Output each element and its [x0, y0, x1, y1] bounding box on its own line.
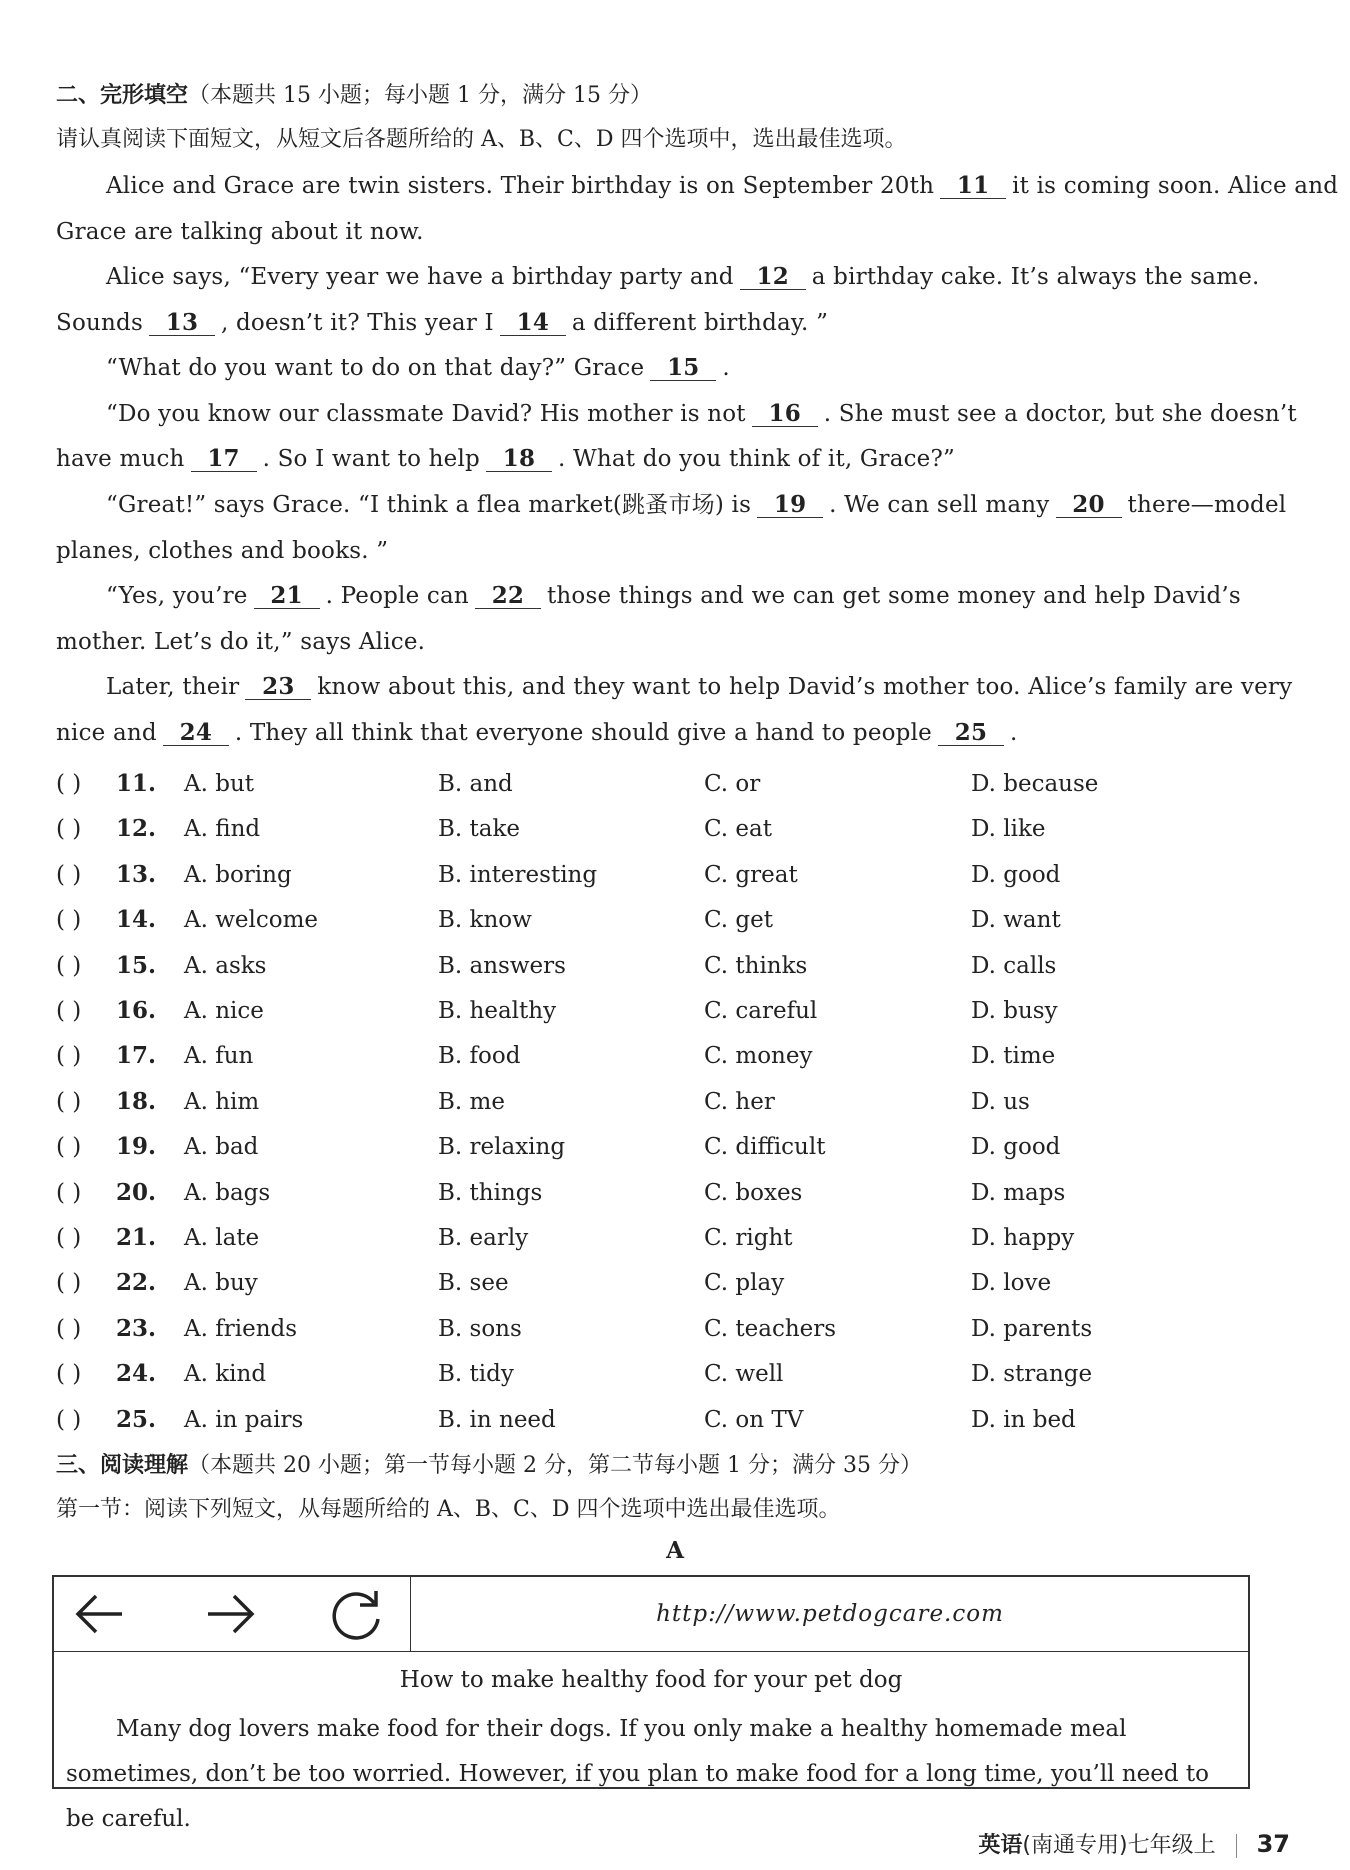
answer-bracket[interactable]: ( )	[56, 1270, 82, 1297]
blank-20: 20	[1056, 493, 1122, 518]
passage-text: a birthday cake. It’s always the same.	[811, 264, 1260, 290]
passage-text: . What do you think of it, Grace?”	[557, 446, 955, 472]
answer-bracket[interactable]: ( )	[56, 1315, 82, 1342]
option-b: B. know	[438, 907, 532, 934]
passage-line	[56, 582, 1260, 610]
passage-text: those things and we can get some money and help David’s	[546, 583, 1241, 609]
option-a: A. boring	[184, 861, 292, 888]
option-b: B. tidy	[438, 1361, 514, 1388]
option-a: A. bags	[184, 1179, 271, 1206]
option-c: C. thinks	[704, 952, 808, 979]
passage-text: “Do you know our classmate David? His mother is not	[106, 401, 746, 427]
blank-13: 13	[149, 311, 215, 336]
question-number: 13.	[116, 860, 157, 888]
option-b: B. take	[438, 816, 521, 843]
section2-instruction: 请认真阅读下面短文，从短文后各题所给的 A、B、C、D 四个选项中，选出最佳选项。	[56, 127, 907, 152]
question-row	[56, 1218, 1156, 1258]
option-c: C. play	[704, 1270, 785, 1297]
section3-note: （本题共 20 小题；第一节每小题 2 分，第二节每小题 1 分；满分 35 分）	[188, 1453, 922, 1478]
passage-line: planes, clothes and books. ”	[56, 538, 389, 564]
browser-frame	[52, 1575, 1250, 1832]
answer-bracket[interactable]: ( )	[56, 771, 82, 797]
browser-nav	[54, 1577, 411, 1651]
option-c: C. money	[704, 1043, 813, 1070]
option-a: A. him	[184, 1088, 260, 1115]
passage-line	[56, 354, 1260, 382]
option-c: C. difficult	[704, 1134, 826, 1161]
answer-bracket[interactable]: ( )	[56, 1088, 82, 1115]
passage-text: Alice says, “Every year we have a birthday party and	[106, 264, 734, 290]
passage-text: “What do you want to do on that day?” Grace	[106, 355, 645, 381]
option-a: A. buy	[184, 1270, 258, 1297]
option-d: D. love	[971, 1270, 1052, 1297]
option-d: D. busy	[971, 998, 1058, 1024]
page-footer	[978, 1828, 1290, 1859]
footer-subject: 英语	[978, 1833, 1023, 1858]
blank-18: 18	[486, 447, 552, 472]
passage-text: . She must see a doctor, but she doesn’t	[823, 401, 1297, 427]
answer-bracket[interactable]: ( )	[56, 907, 82, 934]
question-row	[56, 900, 1156, 940]
option-b: B. and	[438, 771, 513, 797]
option-b: B. early	[438, 1225, 529, 1251]
passage-text: nice and	[56, 720, 157, 746]
blank-22: 22	[475, 584, 541, 609]
option-b: B. interesting	[438, 861, 598, 888]
option-a: A. but	[184, 771, 255, 797]
blank-23: 23	[245, 675, 311, 700]
answer-bracket[interactable]: ( )	[56, 1406, 82, 1433]
passage-line	[56, 445, 1260, 473]
answer-bracket[interactable]: ( )	[56, 1134, 82, 1161]
section2-heading	[56, 82, 1260, 110]
option-b: B. relaxing	[438, 1134, 566, 1161]
option-d: D. maps	[971, 1179, 1066, 1206]
passage-text: , doesn’t it? This year I	[220, 310, 494, 336]
article-body: Many dog lovers make food for their dogs. If you only make a healthy homemade meal sometimes, don’t be too worried. However, if you plan to make food for a long time, you’ll need to be careful.	[66, 1716, 1210, 1832]
question-row	[56, 1036, 1156, 1076]
question-row	[56, 946, 1156, 986]
passage-text: .	[722, 355, 730, 381]
passage-line	[56, 172, 1339, 200]
footer-grade: 七年级上	[1127, 1833, 1216, 1858]
option-b: B. answers	[438, 952, 566, 979]
passage-text: “Yes, you’re	[106, 583, 248, 609]
blank-15: 15	[650, 356, 716, 381]
answer-bracket[interactable]: ( )	[56, 861, 82, 888]
question-number: 14.	[116, 906, 157, 934]
option-b: B. me	[438, 1088, 505, 1115]
passage-text: Alice and Grace are twin sisters. Their birthday is on September 20th	[106, 173, 935, 199]
question-row	[56, 1400, 1156, 1440]
question-number: 19.	[116, 1133, 157, 1161]
option-d: D. because	[971, 771, 1099, 797]
passage-text: it is coming soon. Alice and	[1012, 173, 1339, 199]
option-c: C. on TV	[704, 1406, 804, 1433]
blank-16: 16	[752, 402, 818, 427]
question-number: 21.	[116, 1224, 157, 1251]
passage-text: have much	[56, 446, 185, 472]
question-number: 18.	[116, 1087, 157, 1115]
section3-title: 三、阅读理解	[56, 1453, 189, 1478]
option-c: C. great	[704, 861, 798, 888]
passage-text: there—model	[1127, 492, 1287, 518]
back-arrow-icon[interactable]	[72, 1589, 128, 1639]
answer-bracket[interactable]: ( )	[56, 1225, 82, 1251]
option-c: C. or	[704, 771, 761, 797]
passage-text: “Great!” says Grace. “I think a flea market(跳蚤市场) is	[106, 492, 752, 518]
question-row	[56, 1309, 1156, 1349]
blank-19: 19	[757, 493, 823, 518]
option-d: D. happy	[971, 1225, 1075, 1251]
passage-text: Later, their	[106, 674, 240, 700]
passage-line	[56, 719, 1260, 747]
question-number: 16.	[116, 997, 157, 1024]
option-c: C. get	[704, 907, 773, 934]
section3-heading	[56, 1452, 1260, 1480]
question-number: 22.	[116, 1269, 157, 1297]
option-d: D. want	[971, 907, 1061, 934]
question-row	[56, 1127, 1156, 1167]
blank-24: 24	[163, 721, 229, 746]
option-c: C. teachers	[704, 1315, 837, 1342]
page-number: 37	[1256, 1830, 1290, 1858]
option-c: C. right	[704, 1225, 793, 1251]
question-number: 23.	[116, 1314, 157, 1342]
passage-line	[56, 491, 1287, 519]
refresh-icon[interactable]	[324, 1589, 388, 1643]
option-a: A. asks	[184, 952, 267, 979]
question-row	[56, 1173, 1156, 1213]
answer-bracket[interactable]: ( )	[56, 998, 82, 1024]
passage-text: .	[1009, 720, 1018, 746]
question-number: 12.	[116, 815, 157, 843]
question-row	[56, 991, 1156, 1031]
section2-note: （本题共 15 小题；每小题 1 分，满分 15 分）	[188, 83, 652, 108]
question-row	[56, 1082, 1156, 1122]
option-b: B. things	[438, 1179, 543, 1206]
question-row	[56, 855, 1156, 895]
passage-line: Grace are talking about it now.	[56, 219, 424, 245]
passage-text: a different birthday. ”	[571, 310, 829, 336]
option-d: D. good	[971, 861, 1061, 888]
divider	[54, 1651, 1248, 1652]
blank-12: 12	[740, 265, 806, 290]
option-a: A. fun	[184, 1043, 254, 1070]
option-a: A. welcome	[184, 907, 319, 934]
option-a: A. kind	[184, 1361, 267, 1388]
article-title: How to make healthy food for your pet dog	[399, 1667, 903, 1693]
footer-edition: (南通专用)	[1022, 1833, 1128, 1858]
answer-bracket[interactable]: ( )	[56, 816, 82, 843]
question-number: 11.	[116, 770, 157, 797]
option-a: A. late	[184, 1225, 260, 1251]
section2-title: 二、完形填空	[56, 83, 189, 108]
option-c: C. boxes	[704, 1179, 803, 1206]
question-number: 20.	[116, 1178, 157, 1206]
passage-text: . People can	[325, 583, 469, 609]
option-d: D. parents	[971, 1315, 1093, 1342]
answer-bracket[interactable]: ( )	[56, 952, 82, 979]
option-d: D. good	[971, 1134, 1061, 1161]
answer-bracket[interactable]: ( )	[56, 1361, 82, 1388]
option-a: A. in pairs	[184, 1406, 304, 1433]
section3-part1-instruction: 第一节：阅读下列短文，从每题所给的 A、B、C、D 四个选项中选出最佳选项。	[56, 1497, 841, 1522]
option-d: D. time	[971, 1043, 1056, 1070]
passage-line	[56, 400, 1297, 428]
blank-14: 14	[500, 311, 566, 336]
question-number: 24.	[116, 1360, 157, 1388]
blank-11: 11	[940, 174, 1006, 199]
option-b: B. in need	[438, 1406, 556, 1433]
passage-line: mother. Let’s do it,” says Alice.	[56, 629, 426, 655]
option-c: C. her	[704, 1088, 775, 1115]
question-number: 17.	[116, 1042, 157, 1070]
forward-arrow-icon[interactable]	[202, 1589, 258, 1639]
passage-text: . So I want to help	[262, 446, 480, 472]
question-row	[56, 764, 1156, 804]
option-a: A. nice	[184, 998, 264, 1024]
passage-text: know about this, and they want to help David’s mother too. Alice’s family are very	[317, 674, 1293, 700]
question-row	[56, 1263, 1156, 1303]
passage-text: Sounds	[56, 310, 143, 336]
option-d: D. in bed	[971, 1406, 1076, 1433]
option-c: C. eat	[704, 816, 772, 843]
passage-text: . We can sell many	[829, 492, 1050, 518]
option-d: D. us	[971, 1088, 1030, 1115]
option-d: D. strange	[971, 1361, 1093, 1388]
option-d: D. like	[971, 816, 1046, 843]
option-d: D. calls	[971, 952, 1057, 979]
question-number: 15.	[116, 951, 157, 979]
option-b: B. sons	[438, 1315, 522, 1342]
answer-bracket[interactable]: ( )	[56, 1043, 82, 1070]
passage-line	[56, 263, 1260, 291]
answer-bracket[interactable]: ( )	[56, 1179, 82, 1206]
question-row	[56, 809, 1156, 849]
passage-text: . They all think that everyone should give a hand to people	[234, 720, 932, 746]
option-b: B. see	[438, 1270, 509, 1297]
option-b: B. healthy	[438, 998, 557, 1024]
divider	[1236, 1834, 1237, 1858]
option-c: C. well	[704, 1361, 784, 1388]
passage-line	[56, 673, 1293, 701]
blank-17: 17	[191, 447, 257, 472]
blank-25: 25	[938, 721, 1004, 746]
option-b: B. food	[438, 1043, 521, 1070]
passage-line	[56, 309, 1260, 337]
option-a: A. friends	[184, 1315, 298, 1342]
passage-label: A	[666, 1537, 684, 1564]
option-c: C. careful	[704, 998, 818, 1024]
question-number: 25.	[116, 1405, 157, 1433]
option-a: A. find	[184, 816, 261, 843]
question-row	[56, 1354, 1156, 1394]
option-a: A. bad	[184, 1134, 259, 1161]
blank-21: 21	[254, 584, 320, 609]
address-bar[interactable]: http://www.petdogcare.com	[656, 1601, 1004, 1627]
